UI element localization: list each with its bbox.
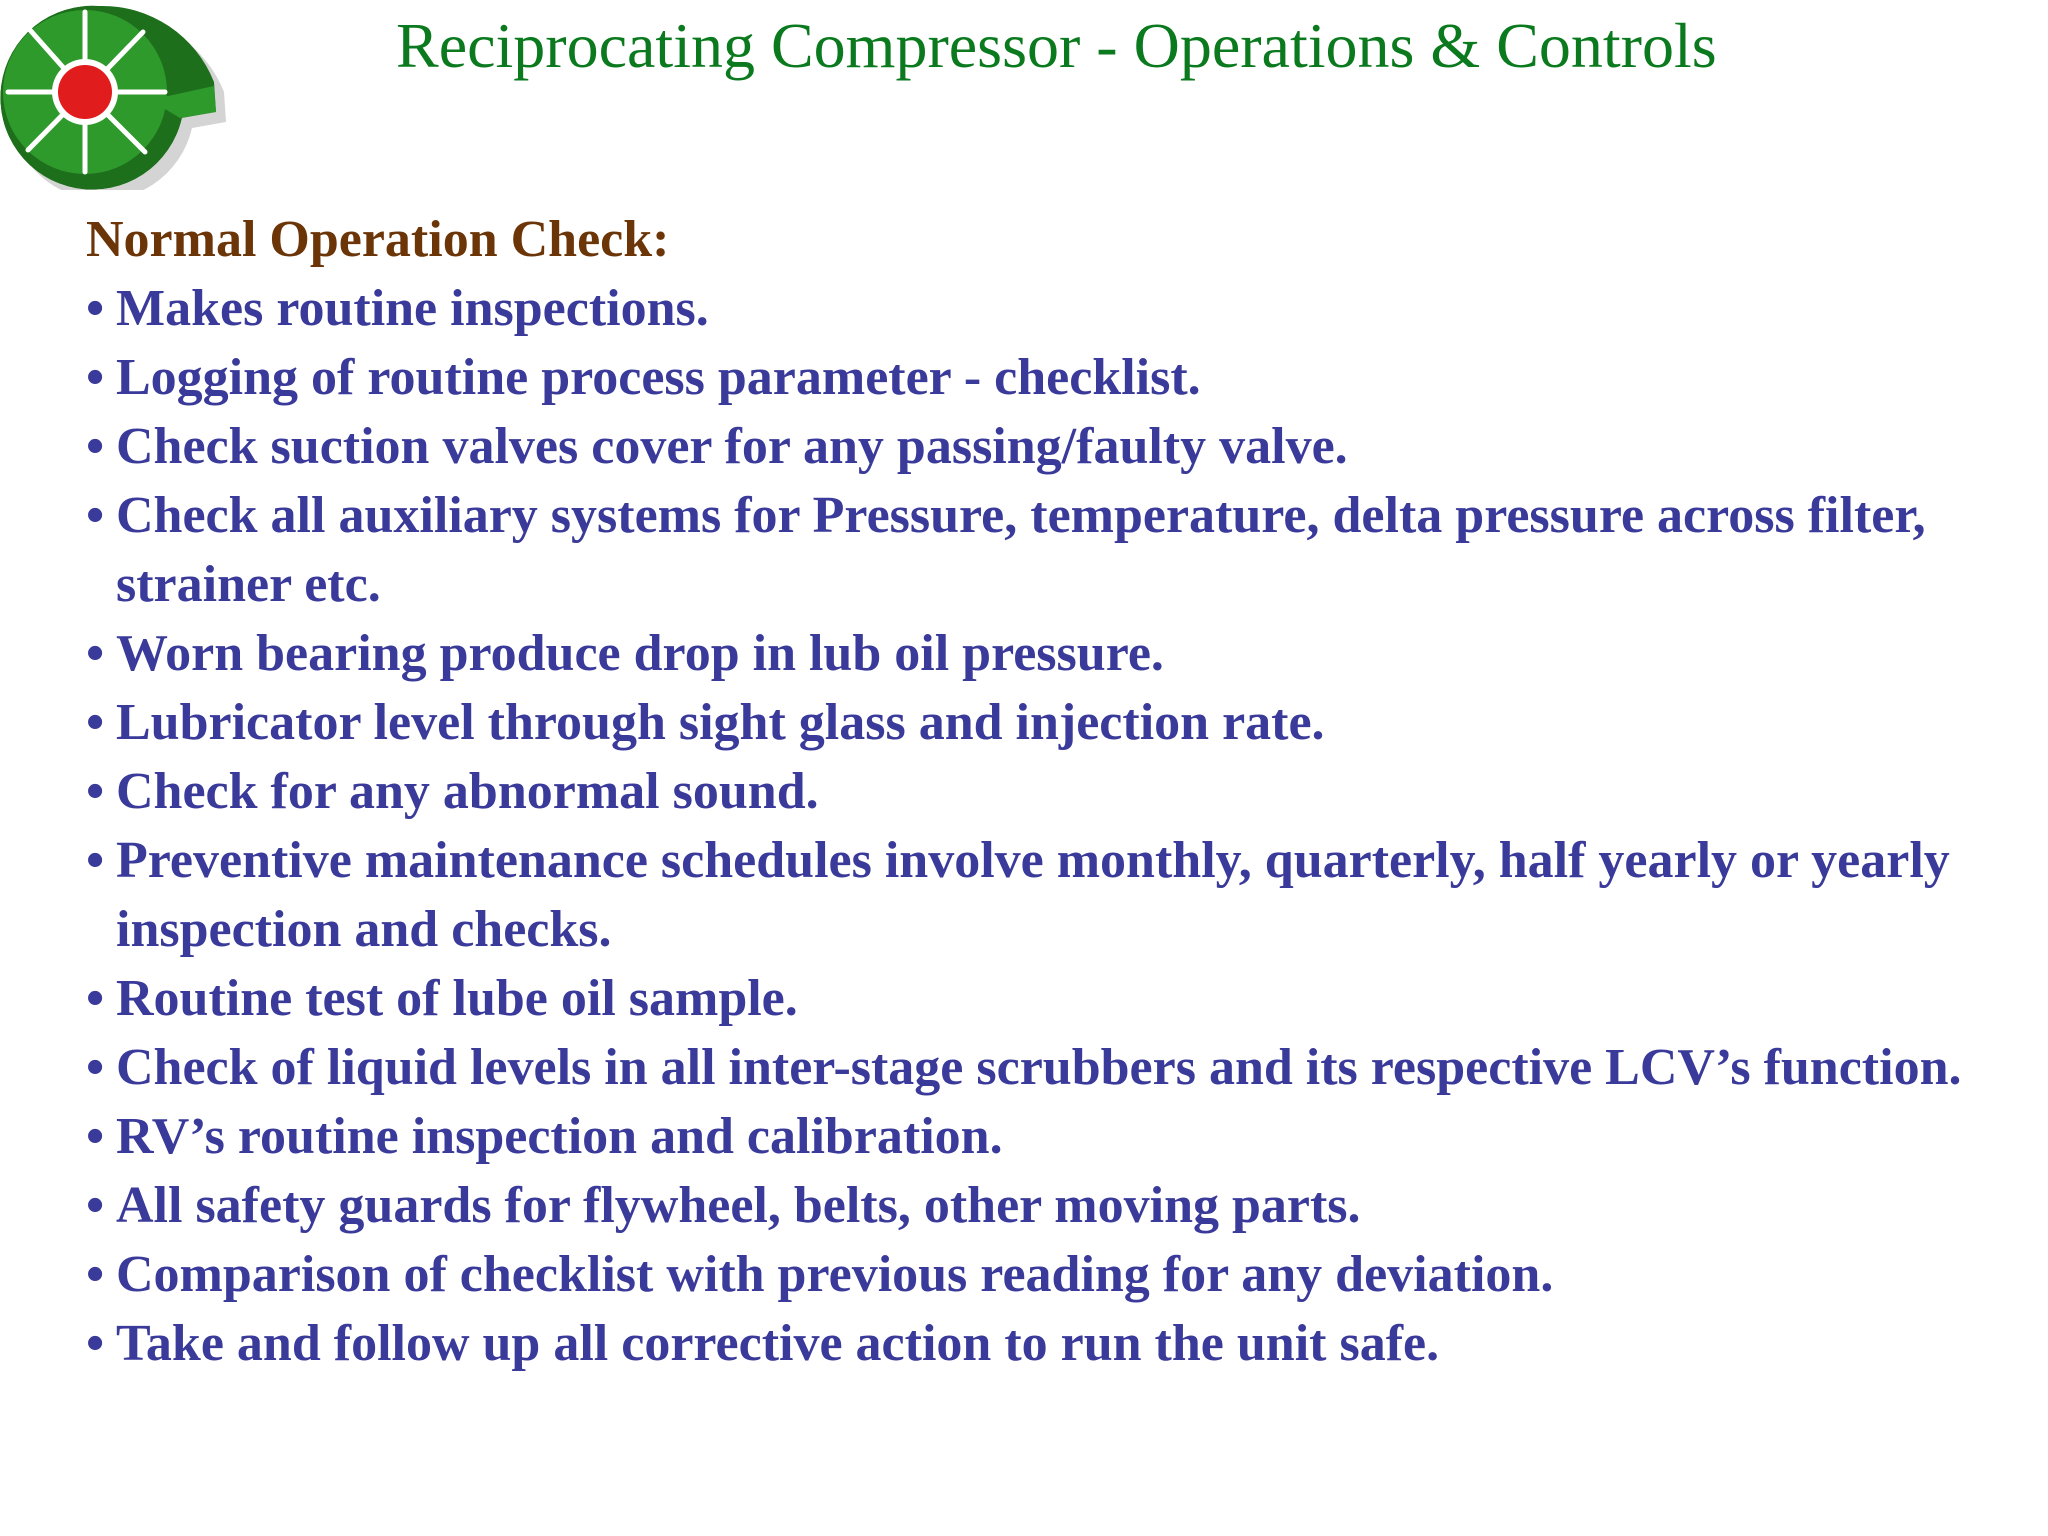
list-item <box>86 757 2016 826</box>
bullet-text: Routine test of lube oil sample. <box>116 970 798 1027</box>
bullet-marker: • <box>86 1246 105 1303</box>
bullet-marker: • <box>86 349 105 406</box>
list-item <box>86 688 2016 757</box>
section-heading: Normal Operation Check: <box>86 211 670 268</box>
list-item <box>86 1240 2016 1309</box>
list-item <box>86 1309 2016 1378</box>
bullet-marker: • <box>86 1039 105 1096</box>
bullet-list <box>86 274 2016 1378</box>
page-title: Reciprocating Compressor - Operations & Controls <box>396 10 1717 81</box>
list-item <box>86 412 2016 481</box>
bullet-marker: • <box>86 487 105 544</box>
bullet-marker: • <box>86 694 105 751</box>
bullet-text: All safety guards for flywheel, belts, other moving parts. <box>116 1177 1361 1234</box>
bullet-marker: • <box>86 1315 105 1372</box>
bullet-marker: • <box>86 832 105 889</box>
bullet-marker: • <box>86 970 105 1027</box>
list-item <box>86 1033 2016 1102</box>
bullet-text: Check all auxiliary systems for Pressure, temperature, delta pressure across filter, strainer etc. <box>116 487 1926 613</box>
list-item <box>86 343 2016 412</box>
company-logo-icon <box>0 0 232 190</box>
bullet-text: Check of liquid levels in all inter-stage scrubbers and its respective LCV’s function. <box>116 1039 1962 1096</box>
list-item <box>86 1171 2016 1240</box>
list-item <box>86 964 2016 1033</box>
bullet-marker: • <box>86 1177 105 1234</box>
bullet-marker: • <box>86 418 105 475</box>
bullet-text: Check suction valves cover for any passing/faulty valve. <box>116 418 1348 475</box>
logo-red-dot <box>58 65 112 119</box>
list-item <box>86 481 2016 619</box>
bullet-text: RV’s routine inspection and calibration. <box>116 1108 1003 1165</box>
list-item <box>86 1102 2016 1171</box>
list-item <box>86 826 2016 964</box>
slide-content <box>86 206 2016 1378</box>
bullet-text: Comparison of checklist with previous reading for any deviation. <box>116 1246 1554 1303</box>
bullet-text: Take and follow up all corrective action to run the unit safe. <box>116 1315 1440 1372</box>
bullet-marker: • <box>86 625 105 682</box>
bullet-marker: • <box>86 763 105 820</box>
bullet-text: Preventive maintenance schedules involve monthly, quarterly, half yearly or yearly inspection and checks. <box>116 832 1950 958</box>
bullet-text: Logging of routine process parameter - checklist. <box>116 349 1201 406</box>
bullet-marker: • <box>86 1108 105 1165</box>
bullet-text: Makes routine inspections. <box>116 280 709 337</box>
bullet-marker: • <box>86 280 105 337</box>
bullet-text: Worn bearing produce drop in lub oil pressure. <box>116 625 1164 682</box>
bullet-text: Lubricator level through sight glass and injection rate. <box>116 694 1325 751</box>
list-item <box>86 619 2016 688</box>
bullet-text: Check for any abnormal sound. <box>116 763 819 820</box>
list-item <box>86 274 2016 343</box>
